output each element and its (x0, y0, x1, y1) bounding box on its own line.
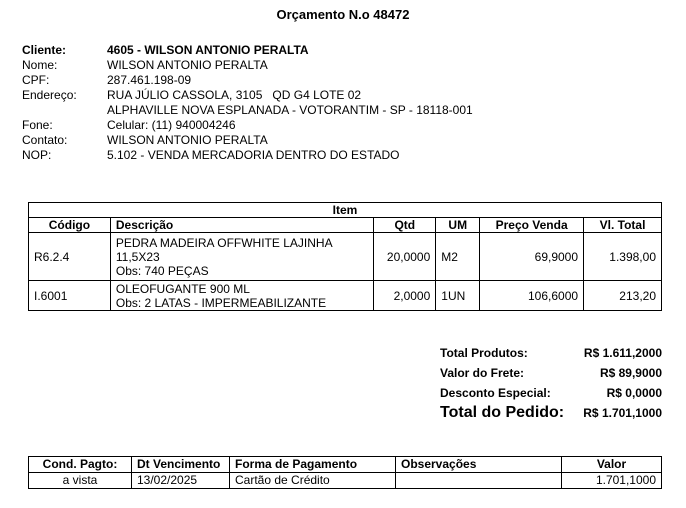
col-qtd: Qtd (374, 218, 436, 233)
totals-block (440, 343, 662, 423)
item-descricao-line: 11,5X23 (115, 249, 160, 264)
total-produtos-row (440, 343, 662, 363)
valor-frete-label: Valor do Frete: (440, 366, 525, 380)
col-um: UM (436, 218, 480, 233)
item-descricao-line: OLEOFUGANTE 900 ML (115, 281, 250, 296)
col-total: Vl. Total (584, 218, 662, 233)
total-produtos-label: Total Produtos: (440, 346, 528, 360)
col-codigo: Código (29, 218, 111, 233)
endereco-line1: RUA JÚLIO CASSOLA, 3105 QD G4 LOTE 02 (107, 88, 362, 102)
valor-frete-value: R$ 89,9000 (599, 366, 662, 380)
item-preco: 69,9000 (480, 233, 584, 281)
payment-vencimento: 13/02/2025 (132, 473, 230, 489)
payment-table (28, 456, 662, 489)
item-total: 1.398,00 (584, 233, 662, 281)
table-row (29, 281, 662, 311)
nome-label: Nome: (22, 58, 58, 72)
item-qtd: 2,0000 (374, 281, 436, 311)
item-preco: 106,6000 (480, 281, 584, 311)
col-preco: Preço Venda (480, 218, 584, 233)
cliente-label: Cliente: (22, 43, 67, 57)
table-row (29, 473, 662, 489)
col-valor: Valor (562, 457, 662, 473)
fone-label: Fone: (22, 118, 53, 132)
desconto-value: R$ 0,0000 (606, 386, 662, 400)
item-descricao-line: Obs: 740 PEÇAS (115, 263, 209, 278)
cpf-label: CPF: (22, 73, 50, 87)
item-codigo: I.6001 (29, 281, 111, 311)
endereco-label: Endereço: (22, 88, 77, 102)
items-header: Item (29, 203, 662, 218)
client-row-contato (22, 133, 473, 148)
item-descricao (110, 281, 373, 311)
payment-cond: a vista (29, 473, 132, 489)
contato-label: Contato: (22, 133, 68, 147)
cliente-value: 4605 - WILSON ANTONIO PERALTA (107, 43, 309, 57)
item-um: 1UN (436, 281, 480, 311)
item-codigo: R6.2.4 (29, 233, 111, 281)
client-row-fone (22, 118, 473, 133)
payment-obs (396, 473, 562, 489)
client-row-nop (22, 148, 473, 163)
total-pedido-label: Total do Pedido: (440, 404, 565, 421)
table-row (29, 233, 662, 281)
endereco-line2: ALPHAVILLE NOVA ESPLANADA - VOTORANTIM - SP - 18118-001 (107, 103, 473, 117)
col-forma-pagamento: Forma de Pagamento (230, 457, 396, 473)
col-descricao: Descrição (110, 218, 373, 233)
nop-label: NOP: (22, 148, 52, 162)
contato-value: WILSON ANTONIO PERALTA (107, 133, 268, 147)
item-qtd: 20,0000 (374, 233, 436, 281)
cpf-value: 287.461.198-09 (107, 73, 192, 87)
desconto-label: Desconto Especial: (440, 386, 551, 400)
client-row-nome (22, 58, 473, 73)
item-descricao-line: Obs: 2 LATAS - IMPERMEABILIZANTE (115, 295, 327, 310)
col-observacoes: Observações (396, 457, 562, 473)
client-row-endereco (22, 88, 473, 103)
client-info (22, 43, 473, 163)
item-um: M2 (436, 233, 480, 281)
col-cond-pagto: Cond. Pagto: (29, 457, 132, 473)
nome-value: WILSON ANTONIO PERALTA (107, 58, 268, 72)
items-table (28, 202, 662, 311)
total-pedido-value: R$ 1.701,1000 (583, 406, 662, 420)
valor-frete-row (440, 363, 662, 383)
total-pedido-row (440, 403, 662, 423)
client-row-cpf (22, 73, 473, 88)
client-row-cliente (22, 43, 473, 58)
payment-valor: 1.701,1000 (562, 473, 662, 489)
payment-forma: Cartão de Crédito (230, 473, 396, 489)
col-dt-vencimento: Dt Vencimento (132, 457, 230, 473)
fone-value: Celular: (11) 940004246 (107, 118, 236, 132)
item-descricao (110, 233, 373, 281)
desconto-row (440, 383, 662, 403)
nop-value: 5.102 - VENDA MERCADORIA DENTRO DO ESTADO (107, 148, 400, 162)
item-total: 213,20 (584, 281, 662, 311)
total-produtos-value: R$ 1.611,2000 (583, 346, 662, 360)
item-descricao-line: PEDRA MADEIRA OFFWHITE LAJINHA (115, 235, 333, 250)
document-title: Orçamento N.o 48472 (276, 7, 410, 22)
